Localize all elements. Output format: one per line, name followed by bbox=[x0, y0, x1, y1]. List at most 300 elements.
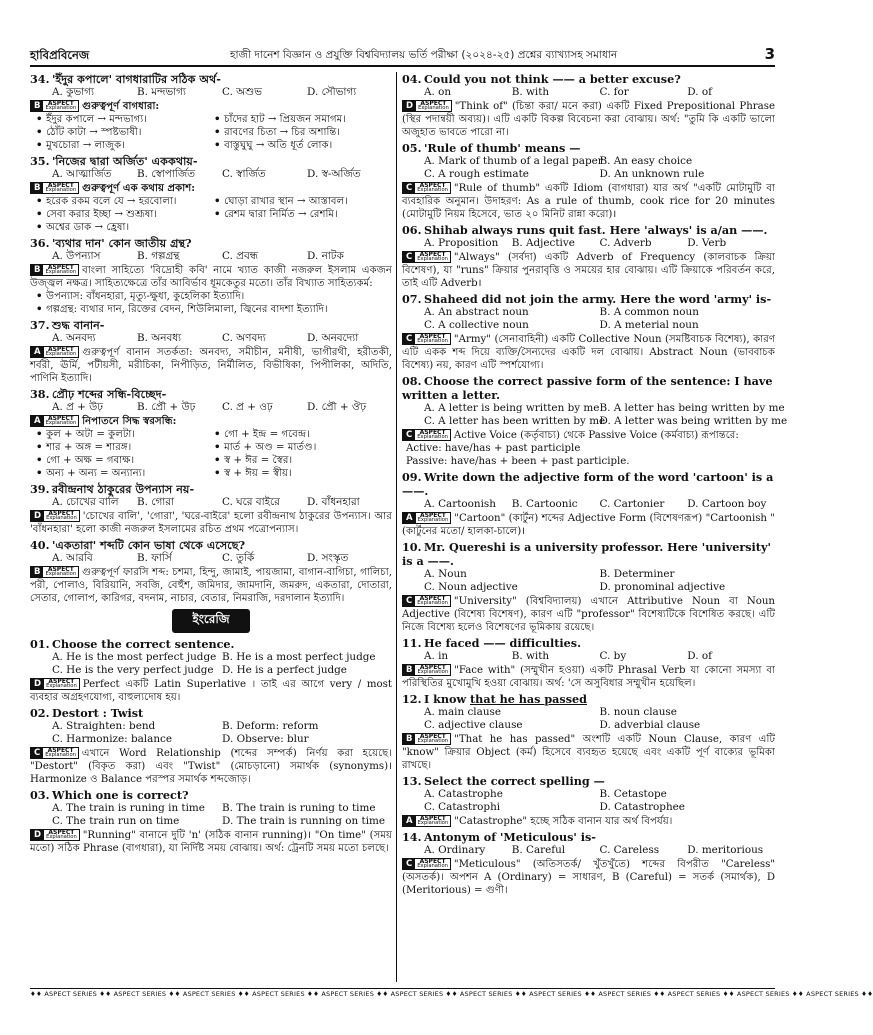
question-text bbox=[402, 72, 775, 86]
left-column bbox=[30, 72, 392, 982]
question-stem: 'একতারা' শব্দটি কোন ভাষা থেকে এসেছে? bbox=[52, 538, 246, 552]
question-item bbox=[402, 374, 788, 468]
bullet-item: • গো + অক্ষ = গবাক্ষ। bbox=[36, 454, 214, 467]
question-item bbox=[402, 72, 775, 139]
question-stem: Could you not think —— a better excuse? bbox=[424, 72, 681, 86]
option-a: A. The train is runing in time bbox=[52, 802, 205, 814]
explanation-text: নিপাতনে সিদ্ধ স্বরসন্ধি: bbox=[82, 415, 177, 427]
aspect-explanation-badge bbox=[402, 251, 451, 263]
question-item bbox=[402, 830, 775, 897]
question-number: 09. bbox=[402, 470, 422, 484]
option-a: A. চোখের বালি bbox=[52, 496, 119, 508]
option-d: D. সংস্কৃত bbox=[307, 552, 349, 564]
option-b: B. Careful bbox=[511, 844, 566, 856]
question-stem: Which one is correct? bbox=[52, 788, 189, 802]
question-item bbox=[30, 72, 392, 152]
question-stem: Choose the correct passive form of the sentence: I have written a letter. bbox=[402, 374, 773, 402]
badge-top: ASPECT bbox=[47, 747, 74, 754]
question-number: 03. bbox=[30, 788, 50, 802]
option-b: B. with bbox=[511, 650, 550, 662]
explanation bbox=[30, 510, 392, 536]
page-header bbox=[30, 45, 775, 67]
explanation bbox=[30, 566, 392, 605]
answer-letter: A bbox=[31, 347, 44, 357]
answer-letter: A bbox=[31, 416, 44, 426]
option-c: C. A letter has been written by me bbox=[424, 415, 606, 427]
option-b: B. Determiner bbox=[599, 568, 675, 580]
explanation-text: "Face with" (সম্মুখীন হওয়া) একটি Phrasal Verb যা কোনো সমস্যা বা পরিস্থিতির মুখোমুখি হওয়া বোঝায়। অর্থ: 'সে অসুবিধার সম্মুখীন হয়েছিল। bbox=[402, 665, 775, 689]
badge-tag bbox=[43, 101, 78, 111]
options bbox=[30, 250, 392, 263]
question-text bbox=[30, 236, 392, 250]
option-a: A. Proposition bbox=[424, 237, 499, 249]
right-column bbox=[402, 72, 788, 982]
answer-letter: A bbox=[403, 513, 416, 523]
option-a: A. on bbox=[424, 86, 452, 98]
bullet-item: • চাঁদের হাট → প্রিয়জন সমাগম। bbox=[214, 113, 392, 126]
formula-line: Active: have/has + past participle bbox=[406, 443, 581, 454]
option-b: B. An easy choice bbox=[599, 155, 693, 167]
option-b: B. The train is runing to time bbox=[222, 802, 376, 814]
question-text bbox=[402, 540, 775, 568]
badge-top: ASPECT bbox=[47, 566, 74, 573]
question-number: 13. bbox=[402, 774, 422, 788]
option-b: B. গোরা bbox=[137, 496, 175, 508]
question-item bbox=[30, 788, 392, 855]
option-c: C. for bbox=[599, 86, 629, 98]
question-item bbox=[402, 292, 775, 372]
question-text bbox=[402, 692, 775, 706]
answer-letter: B bbox=[31, 265, 43, 275]
badge-bottom: Explanation bbox=[418, 105, 449, 111]
explanation bbox=[402, 733, 775, 772]
question-text bbox=[30, 637, 392, 651]
option-c: C. adjective clause bbox=[424, 719, 523, 731]
question-stem: Mr. Quereshi is a university professor. Here 'university' is a ——. bbox=[402, 540, 771, 568]
badge-tag bbox=[415, 183, 450, 193]
question-number: 01. bbox=[30, 637, 50, 651]
option-a: A. আত্মার্জিত bbox=[52, 168, 112, 180]
explanation-text: "That he has passed" অংশটি একটি Noun Clause, কারণ এটি "know" ক্রিয়ার Object (কর্ম) হিসেবে ব্যবহৃত হয়েছে এবং একটি পূর্ণ বাক্যের ভূমিকা রাখছে। bbox=[402, 734, 775, 771]
badge-tag bbox=[415, 596, 450, 606]
badge-bottom: Explanation bbox=[45, 269, 77, 275]
badge-top: ASPECT bbox=[47, 182, 74, 189]
badge-bottom: Explanation bbox=[45, 420, 77, 426]
bullet-item: • শার + অঙ্গ = শারঙ্গ। bbox=[36, 441, 214, 454]
question-number: 08. bbox=[402, 374, 422, 388]
question-number: 34. bbox=[30, 72, 50, 86]
question-stem: Shaheed did not join the army. Here the word 'army' is- bbox=[424, 292, 772, 306]
question-number: 11. bbox=[402, 636, 422, 650]
question-item bbox=[402, 774, 775, 828]
option-d: D. of bbox=[687, 650, 712, 662]
options bbox=[402, 402, 788, 428]
question-item bbox=[30, 318, 392, 385]
badge-top: ASPECT bbox=[47, 415, 74, 422]
bullet-item: • গল্পগ্রন্থ: ব্যথার দান, রিক্তের বেদন, শিউলিমালা, জ্বিনের বাদশা ইত্যাদি। bbox=[36, 303, 392, 316]
badge-top: ASPECT bbox=[419, 512, 446, 519]
explanation bbox=[30, 264, 392, 290]
aspect-explanation-badge bbox=[402, 100, 452, 112]
aspect-explanation-badge bbox=[30, 264, 79, 276]
option-d: D. Observe: blur bbox=[222, 733, 309, 745]
explanation bbox=[402, 858, 775, 897]
badge-tag bbox=[415, 665, 450, 675]
option-c: C. The train run on time bbox=[52, 815, 180, 827]
badge-bottom: Explanation bbox=[417, 738, 449, 744]
explanation bbox=[30, 829, 392, 855]
option-d: D. বাঁধনহারা bbox=[307, 496, 360, 508]
explanation-text: "Meticulous" (অতিসতর্ক/ খুঁতখুঁতে) শব্দের বিপরীত "Careless" (অসতর্ক)। অপশন A (Ordinary) = সাধারণ, B (Careful) = সতর্ক (সমার্থক), D (Meritorious) = গুণী। bbox=[402, 859, 775, 896]
badge-tag bbox=[43, 567, 78, 577]
answer-letter: D bbox=[31, 679, 44, 689]
option-a: A. Mark of thumb of a legal paper bbox=[424, 155, 603, 167]
answer-letter: B bbox=[31, 567, 43, 577]
option-c: C. A collective noun bbox=[424, 319, 529, 331]
options bbox=[402, 844, 775, 857]
bullet-item: • অন্য + অন্য = অন্যান্য। bbox=[36, 467, 214, 480]
option-a: A. A letter is being written by me bbox=[424, 402, 600, 414]
bullet-list bbox=[30, 290, 392, 316]
badge-bottom: Explanation bbox=[417, 256, 448, 262]
options bbox=[30, 720, 392, 746]
badge-top: ASPECT bbox=[47, 100, 74, 107]
bullet-item: • হরেক রকম বলে যে → হরবোলা। bbox=[36, 195, 214, 208]
explanation-text: 'চোখের বালি', 'গোরা', 'ঘরে-বাইরে' হলো রবীন্দ্রনাথ ঠাকুরের উপন্যাস। আর 'বাঁধনহারা' হলো কাজী নজরুল ইসলামের রচিত প্রথম পত্রোপন্যাস। bbox=[30, 511, 392, 535]
aspect-explanation-badge bbox=[402, 815, 451, 827]
formula-line: Passive: have/has + been + past participle. bbox=[406, 456, 630, 467]
option-a: A. Catastrophe bbox=[424, 788, 503, 800]
badge-tag bbox=[416, 816, 451, 826]
answer-letter: B bbox=[403, 734, 415, 744]
option-c: C. Careless bbox=[599, 844, 660, 856]
option-c: C. Adverb bbox=[599, 237, 652, 249]
badge-tag bbox=[44, 347, 79, 357]
question-item bbox=[402, 692, 775, 772]
explanation bbox=[402, 512, 775, 538]
badge-top: ASPECT bbox=[419, 429, 446, 436]
explanation bbox=[402, 251, 775, 290]
explanation bbox=[402, 595, 775, 634]
bullet-item: • ইঁদুর কপালে → মন্দভাগ্য। bbox=[36, 113, 214, 126]
bullet-item: • বাস্তুঘুঘু → অতি ধূর্ত লোক। bbox=[214, 139, 392, 152]
badge-bottom: Explanation bbox=[46, 683, 77, 689]
options bbox=[402, 568, 775, 594]
badge-tag bbox=[44, 679, 79, 689]
question-item bbox=[30, 482, 392, 536]
question-item bbox=[30, 706, 392, 786]
badge-tag bbox=[415, 334, 450, 344]
bullet-item: • মুখচোরা → লাজুক। bbox=[36, 139, 214, 152]
answer-letter: C bbox=[403, 430, 415, 440]
question-stem: রবীন্দ্রনাথ ঠাকুরের উপন্যাস নয়- bbox=[52, 482, 195, 496]
option-c: C. স্বার্জিত bbox=[222, 168, 266, 180]
answer-letter: D bbox=[403, 101, 416, 111]
explanation-text: "Army" (সেনাবাহিনী) একটি Collective Noun (সমষ্টিবাচক বিশেষ্য), কারণ এটি একক শব্দ দিয়ে ব্যক্তি/সৈন্যদের একটি দল বোঝায়। Abstract Noun (ভাববাচক বিশেষ্য) নয়, কারণ এটি স্পর্শযোগ্য। bbox=[402, 334, 775, 371]
option-c: C. অণবদ্য bbox=[222, 332, 266, 344]
option-d: D. A meterial noun bbox=[599, 319, 699, 331]
badge-top: ASPECT bbox=[419, 595, 446, 602]
badge-bottom: Explanation bbox=[45, 571, 77, 577]
question-text bbox=[30, 154, 392, 168]
question-stem: Shihab always runs quit fast. Here 'always' is a/an ——. bbox=[424, 223, 768, 237]
badge-bottom: Explanation bbox=[417, 434, 448, 440]
option-b: B. অনবধ্য bbox=[137, 332, 182, 344]
explanation-text: "Always" (সর্বদা) একটি Adverb of Frequency (কালবাচক ক্রিয়া বিশেষণ), যা "runs" ক্রিয়ার পুনরাবৃত্তি ও সময়ের হার বোঝায়। এটি ক্রিয়াকে পরিবর্তন করে, তাই এটি Adverb। bbox=[402, 252, 775, 289]
question-stem: Choose the correct sentence. bbox=[52, 637, 235, 651]
option-a: A. Straighten: bend bbox=[52, 720, 156, 732]
option-c: C. Catastrophi bbox=[424, 801, 501, 813]
question-item bbox=[402, 141, 775, 221]
question-stem: Select the correct spelling — bbox=[424, 774, 605, 788]
bullet-item: • গো + ইন্দ্র = গবেন্দ্র। bbox=[214, 428, 392, 441]
option-c: C. প্রবন্ধ bbox=[222, 250, 258, 262]
aspect-explanation-badge bbox=[402, 858, 451, 870]
option-b: B. noun clause bbox=[599, 706, 677, 718]
option-b: B. স্বোপার্জিত bbox=[137, 168, 195, 180]
badge-top: ASPECT bbox=[419, 858, 446, 865]
question-item bbox=[30, 236, 392, 316]
page-number: 3 bbox=[764, 45, 775, 63]
option-a: A. উপন্যাস bbox=[52, 250, 101, 262]
badge-bottom: Explanation bbox=[45, 351, 77, 357]
option-b: B. Cartoonic bbox=[511, 498, 578, 510]
question-text bbox=[402, 636, 775, 650]
option-a: A. main clause bbox=[424, 706, 501, 718]
option-d: D. A letter was being written by me bbox=[599, 415, 788, 427]
question-item bbox=[30, 637, 392, 704]
answer-letter: C bbox=[403, 183, 415, 193]
aspect-explanation-badge bbox=[402, 333, 451, 345]
badge-top: ASPECT bbox=[419, 815, 446, 822]
badge-top: ASPECT bbox=[48, 678, 75, 685]
option-a: A. কুভাগ্য bbox=[52, 86, 94, 98]
bullet-item: • রেশম দ্বারা নির্মিত → রেশমি। bbox=[214, 208, 392, 221]
option-a: A. Cartoonish bbox=[424, 498, 496, 510]
explanation bbox=[402, 333, 775, 372]
question-number: 02. bbox=[30, 706, 50, 720]
option-a: A. Noun bbox=[424, 568, 467, 580]
explanation-text: বাংলা সাহিত্যে 'বিদ্রোহী কবি' নামে খ্যাত কাজী নজরুল ইসলাম একজন উজ্জ্বল নক্ষত্র। সাহিত্যক্ষেত্রে তাঁর আবির্ভাব ধূমকেতুর মতো। তাঁর বিখ্যাত সাহিত্যকর্ম: bbox=[30, 265, 392, 289]
aspect-explanation-badge bbox=[30, 100, 79, 112]
explanation bbox=[402, 664, 775, 690]
badge-bottom: Explanation bbox=[45, 187, 77, 193]
option-b: B. মন্দভাগ্য bbox=[137, 86, 186, 98]
question-text bbox=[402, 292, 775, 306]
option-d: D. স্ব-অর্জিত bbox=[307, 168, 361, 180]
header-title: হাজী দানেশ বিজ্ঞান ও প্রযুক্তি বিশ্ববিদ্যালয় ভর্তি পরীক্ষা (২০২৪-২৫) প্রশ্নের ব্যাখ্যাসহ সমাধান bbox=[230, 49, 618, 61]
bullet-list bbox=[30, 428, 392, 480]
badge-bottom: Explanation bbox=[46, 515, 77, 521]
badge-tag bbox=[415, 252, 450, 262]
badge-top: ASPECT bbox=[419, 664, 446, 671]
explanation-text: গুরুত্বপূর্ণ বাগধারা: bbox=[82, 100, 160, 112]
badge-top: ASPECT bbox=[47, 346, 74, 353]
explanation-text: Active Voice (কর্তৃবাচ্য) থেকে Passive Voice (কর্মবাচ্য) রূপান্তরে: bbox=[453, 430, 739, 441]
aspect-explanation-badge bbox=[30, 346, 79, 358]
option-a: A. আরবি bbox=[52, 552, 93, 564]
explanation bbox=[30, 182, 392, 195]
explanation-text: "Running" বানানে দুটি 'n' (সঠিক বানান running)। "On time" (সময় মতো) সঠিক Phrase (বাগধারা), যা নির্দিষ্ট সময় বোঝায়। অর্থ: ট্রেনটি সময় মতো চলছে। bbox=[30, 830, 392, 854]
options bbox=[30, 802, 392, 828]
option-d: D. He is a perfect judge bbox=[222, 664, 347, 676]
option-c: C. by bbox=[599, 650, 627, 662]
options bbox=[30, 332, 392, 345]
answer-letter: C bbox=[403, 252, 415, 262]
badge-top: ASPECT bbox=[419, 733, 446, 740]
options bbox=[402, 498, 775, 511]
question-item bbox=[402, 636, 775, 690]
badge-top: ASPECT bbox=[419, 333, 446, 340]
header-short-title: হাবিপ্রবিনেজ bbox=[30, 48, 90, 62]
explanation bbox=[30, 100, 392, 113]
explanation bbox=[402, 100, 775, 139]
option-c: C. ঘরে বাইরে bbox=[222, 496, 280, 508]
option-a: A. Ordinary bbox=[424, 844, 486, 856]
question-stem: Antonym of 'Meticulous' is- bbox=[424, 830, 596, 844]
question-number: 10. bbox=[402, 540, 422, 554]
question-item bbox=[30, 538, 392, 605]
question-item bbox=[402, 223, 775, 290]
question-stem: 'ব্যথার দান' কোন জাতীয় গ্রন্থ? bbox=[52, 236, 192, 250]
badge-top: ASPECT bbox=[48, 829, 75, 836]
badge-bottom: Explanation bbox=[417, 187, 448, 193]
question-text bbox=[402, 223, 775, 237]
question-item bbox=[402, 470, 775, 538]
option-c: C. A rough estimate bbox=[424, 168, 529, 180]
option-c: C. Cartonier bbox=[599, 498, 665, 510]
bullet-item: • রাবণের চিতা → চির অশান্তি। bbox=[214, 126, 392, 139]
explanation-text: গুরুত্বপূর্ণ ফারসি শব্দ: চশমা, হিন্দু, জামাই, পায়জামা, বাগান-বাগিচা, গালিচা, পরী, পোলাও, বিরিয়ানি, সবজি, বেহুঁশ, জমিদার, জামদানি, জমরুদ, একতারা, দোতারা, সেতার, গোলাপ, কারিগর, বদনাম, নাচার, বেতার, নিমরাজি, দরদালান ইত্যাদি। bbox=[30, 567, 392, 604]
question-number: 35. bbox=[30, 154, 50, 168]
answer-letter: C bbox=[403, 859, 415, 869]
option-b: B. Adjective bbox=[511, 237, 575, 249]
option-b: B. প্রৌ + উঢ় bbox=[137, 401, 196, 413]
badge-bottom: Explanation bbox=[417, 517, 449, 523]
question-number: 12. bbox=[402, 692, 422, 706]
bullet-item: • স্ব + ঈর = স্বৈর। bbox=[214, 454, 392, 467]
explanation-text: "Think of" (চিন্তা করা/ মনে করা) একটি Fixed Prepositional Phrase (স্থির পদান্বয়ী অব্যয়)। এটি একটি বিকল্প বিবেচনা করা বোঝায়। অর্থ: "তুমি কি একটি ভালো অজুহাত ভাবতে পারো না। bbox=[402, 101, 775, 138]
question-number: 05. bbox=[402, 141, 422, 155]
question-stem: 'নিজের দ্বারা অর্জিত' এককথায়- bbox=[52, 154, 198, 168]
question-text bbox=[30, 706, 392, 720]
explanation-text: "Rule of thumb" একটি Idiom (বাগধারা) যার অর্থ "একটি মোটামুটি বা ব্যবহারিক অনুমান। উদাহরণ: As a rule of thumb, cook rice for 20 minutes (মোটামুটি নিয়ম হিসেবে, ভাত ২০ মিনিট রান্না করো)। bbox=[402, 183, 775, 220]
badge-bottom: Explanation bbox=[417, 338, 448, 344]
option-d: D. Catastrophee bbox=[599, 801, 685, 813]
badge-top: ASPECT bbox=[48, 510, 75, 517]
options bbox=[30, 552, 392, 565]
option-b: B. Cetastope bbox=[599, 788, 667, 800]
badge-tag bbox=[43, 265, 78, 275]
question-number: 04. bbox=[402, 72, 422, 86]
option-d: D. প্রৌ + ঔঢ় bbox=[307, 401, 367, 413]
question-text bbox=[402, 141, 775, 155]
badge-bottom: Explanation bbox=[45, 105, 77, 111]
aspect-explanation-badge bbox=[30, 829, 80, 841]
question-stem: 'ইঁদুর কপালে' বাগধারাটির সঠিক অর্থ- bbox=[52, 72, 221, 86]
options bbox=[402, 237, 775, 250]
option-d: D. pronominal adjective bbox=[599, 581, 726, 593]
bullet-list bbox=[30, 195, 392, 234]
aspect-explanation-badge bbox=[402, 595, 451, 607]
badge-tag bbox=[44, 830, 79, 840]
options bbox=[30, 496, 392, 509]
bullet-item: • কুল + অটা = কুলটা। bbox=[36, 428, 214, 441]
option-d: D. The train is running on time bbox=[222, 815, 386, 827]
options bbox=[402, 706, 775, 732]
explanation-text: "University" (বিশ্ববিদ্যালয়) এখানে Attributive Noun বা Noun Adjective (বিশেষ্য বিশেষণ), কারণ এটি "professor" বিশেষ্যটিকে বিশেষিত করছে। এটি নিজে বিশেষ্য হলেও বিশেষণের ভূমিকায় রয়েছে। bbox=[402, 596, 775, 633]
question-item bbox=[30, 387, 392, 480]
explanation-text: গুরুত্বপূর্ণ বানান সতর্কতা: অনবদ্য, সমীচীন, মনীষী, ভাগীরথী, হরীতকী, শর্বরী, ঊর্মি, পটীয়সী, মরীচিকা, নিপীড়িত, নির্মীলিত, বিভীষিকা, পিপীলিকা, অদিতি, পাণিনি ইত্যাদি। bbox=[30, 347, 392, 384]
badge-tag bbox=[44, 511, 79, 521]
option-d: D. Verb bbox=[687, 237, 727, 249]
answer-letter: D bbox=[31, 830, 44, 840]
question-stem: প্রৌঢ় শব্দের সন্ধি-বিচ্ছেদ- bbox=[52, 387, 167, 401]
option-a: A. An abstract noun bbox=[424, 306, 529, 318]
badge-tag bbox=[44, 416, 79, 426]
explanation bbox=[30, 346, 392, 385]
badge-top: ASPECT bbox=[419, 182, 446, 189]
option-a: A. প্র + উঢ় bbox=[52, 401, 103, 413]
question-item bbox=[30, 154, 392, 234]
options bbox=[30, 401, 392, 414]
answer-letter: C bbox=[403, 334, 415, 344]
option-c: C. তুর্কি bbox=[222, 552, 255, 564]
aspect-explanation-badge bbox=[402, 512, 451, 524]
question-stem: He faced —— difficulties. bbox=[424, 636, 581, 650]
answer-letter: B bbox=[403, 665, 415, 675]
option-d: D. সৌভাগ্য bbox=[307, 86, 357, 98]
question-item bbox=[402, 540, 775, 634]
answer-letter: D bbox=[31, 511, 44, 521]
option-c: C. অশুভ bbox=[222, 86, 262, 98]
question-number: 14. bbox=[402, 830, 422, 844]
question-number: 39. bbox=[30, 482, 50, 496]
explanation bbox=[30, 415, 392, 428]
badge-tag bbox=[416, 101, 451, 111]
question-text bbox=[30, 538, 392, 552]
explanation-text: "Catastrophe" হচ্ছে সঠিক বানান যার অর্থ বিপর্যয়। bbox=[454, 816, 673, 827]
option-d: D. meritorious bbox=[687, 844, 764, 856]
question-number: 36. bbox=[30, 236, 50, 250]
badge-tag bbox=[43, 183, 78, 193]
badge-bottom: Explanation bbox=[46, 834, 77, 840]
option-a: A. অনবদ্য bbox=[52, 332, 96, 344]
option-d: D. অনবদ্যো bbox=[307, 332, 359, 344]
question-text bbox=[402, 774, 775, 788]
option-d: D. Cartoon boy bbox=[687, 498, 767, 510]
answer-letter: B bbox=[31, 101, 43, 111]
badge-bottom: Explanation bbox=[45, 752, 76, 758]
aspect-explanation-badge bbox=[30, 566, 79, 578]
option-b: B. He is a most perfect judge bbox=[222, 651, 376, 663]
options bbox=[402, 86, 775, 99]
badge-tag bbox=[43, 748, 78, 758]
aspect-explanation-badge bbox=[30, 415, 79, 427]
options bbox=[402, 650, 775, 663]
explanation bbox=[402, 815, 775, 828]
bullet-item: • মার্ত + অণ্ড = মার্তণ্ড। bbox=[214, 441, 392, 454]
explanation-text: এখানে Word Relationship (শব্দের সম্পর্ক) নির্ণয় করা হয়েছে। "Destort" (বিকৃত করা) এবং "Twist" (মোচড়ানো) সমার্থক (synonyms)। Harmonize ও Balance পরস্পর সমার্থক শব্দজোড়। bbox=[30, 748, 392, 785]
options bbox=[30, 86, 392, 99]
question-text bbox=[30, 788, 392, 802]
bullet-item: • উপন্যাস: বাঁধনহারা, মৃত্যু-ক্ষুধা, কুহেলিকা ইত্যাদি। bbox=[36, 290, 392, 303]
badge-tag bbox=[415, 734, 450, 744]
question-stem: শুদ্ধ বানান- bbox=[52, 318, 105, 332]
question-text bbox=[402, 470, 775, 498]
badge-tag bbox=[416, 513, 451, 523]
options bbox=[402, 788, 775, 814]
